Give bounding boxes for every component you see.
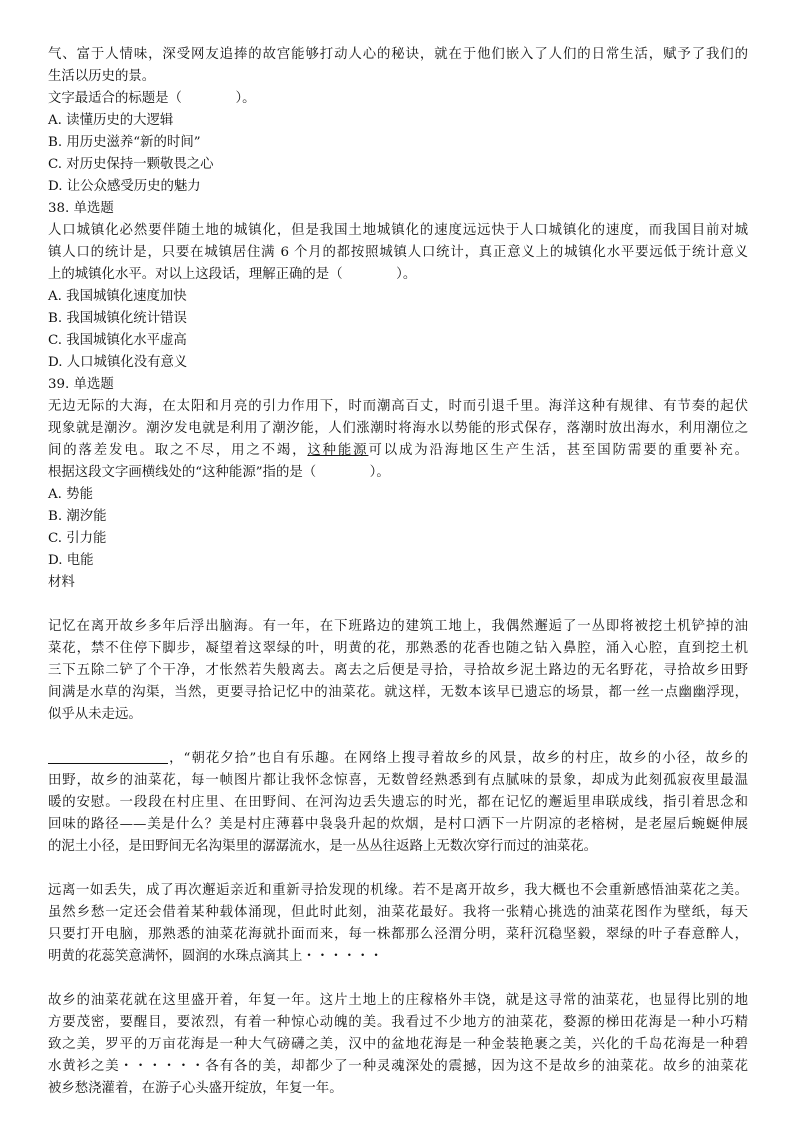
option-c: C. 对历史保持一颗敬畏之心	[48, 157, 214, 172]
material-paragraph-1	[48, 616, 748, 726]
text-line: 似乎从未走远。	[48, 707, 142, 722]
text-line: 回味的路径——美是什么？美是村庄薄暮中袅袅升起的炊烟，是村口洒下一片阴凉的老榕树，是老屋后蜿蜒伸展	[48, 817, 748, 832]
text-line: 镇人口的统计是，只要在城镇居住满 6 个月的都按照城镇人口统计，真正意义上的城镇化水平要远低于统计意义	[48, 245, 748, 260]
text-line: 三下五除二铲了个干净，才怅然若失般离去。离去之后便是寻拾，寻拾故乡泥土路边的无名野花，寻拾故乡田野	[48, 663, 748, 678]
text-line: 的泥土小径，是田野间无名沟渠里的潺潺流水，是一丛丛往返路上无数次穿行而过的油菜花。	[48, 839, 598, 854]
text-segment: 间的落差发电。取之不尽，用之不竭，	[48, 443, 308, 458]
option-b: B. 用历史滋养“新的时间”	[48, 135, 201, 150]
text-line: 现象就是潮汐。潮汐发电就是利用了潮汐能，人们涨潮时将海水以势能的形式保存，落潮时放出海水，利用潮位之	[48, 421, 748, 436]
text-line: 田野，故乡的油菜花，每一帧图片都让我怀念惊喜，无数曾经熟悉到有点腻味的景象，却成为此刻孤寂夜里最温	[48, 773, 748, 788]
question-39-prompt: 根据这段文字画横线处的“这种能源”指的是（ ）。	[48, 465, 390, 480]
text-line: 生活以历史的景。	[48, 69, 156, 84]
text-line: 被乡愁浇灌着，在游子心头盛开绽放，年复一年。	[48, 1081, 343, 1096]
text-line: 故乡的油菜花就在这里盛开着，年复一年。这片土地上的庄稼格外丰饶，就是这寻常的油菜花，也显得比别的地	[48, 993, 748, 1008]
option-a: A. 读懂历史的大逻辑	[48, 113, 174, 128]
text-line: 间满是水草的沟渠，当然，更要寻拾记忆中的油菜花。就这样，无数本该早已遗忘的场景，都一丝一点幽幽浮现，	[48, 685, 748, 700]
question-37-prompt: 文字最适合的标题是（ ）。	[48, 91, 256, 106]
question-39-stem	[48, 396, 748, 462]
material-paragraph-3	[48, 880, 748, 968]
option-c: C. 引力能	[48, 531, 107, 546]
text-line: 虽然乡愁一定还会借着某种载体涌现，但此时此刻，油菜花最好。我将一张精心挑选的油菜花图作为壁纸，每天	[48, 905, 748, 920]
text-line: 水黄衫之美・・・・・・各有各的美，却都少了一种灵魂深处的震撼，因为这不是故乡的油菜花。故乡的油菜花	[48, 1059, 748, 1074]
text-line: 记忆在离开故乡多年后浮出脑海。有一年，在下班路边的建筑工地上，我偶然邂逅了一丛即将被挖土机铲掉的油	[48, 619, 748, 634]
option-b: B. 我国城镇化统计错误	[48, 311, 187, 326]
fill-in-blank	[48, 749, 168, 764]
text-line: 气、富于人情味，深受网友追捧的故宫能够打动人心的秘诀，就在于他们嵌入了人们的日常生活，赋予了我们的	[48, 47, 748, 62]
text-segment: 可以成为沿海地区生产生活，甚至国防需要的重要补充。	[368, 443, 749, 458]
option-b: B. 潮汐能	[48, 509, 107, 524]
text-line: 远离一如丢失，成了再次邂逅亲近和重新寻拾发现的机缘。若不是离开故乡，我大概也不会重新感悟油菜花之美。	[48, 883, 748, 898]
text-line: 致之美，罗平的万亩花海是一种大气磅礴之美，汉中的盆地花海是一种金装艳裹之美，兴化的千岛花海是一种碧	[48, 1037, 748, 1052]
material-label: 材料	[48, 575, 75, 590]
text-line: 只要打开电脑，那熟悉的油菜花海就扑面而来，每一株都那么泾渭分明，菜秆沉稳坚毅，翠绿的叶子春意醉人，	[48, 927, 748, 942]
question-38-stem	[48, 220, 748, 286]
text-line	[48, 440, 748, 462]
text-line: 人口城镇化必然要伴随土地的城镇化，但是我国土地城镇化的速度远远快于人口城镇化的速度，而我国目前对城	[48, 223, 748, 238]
text-line: 暖的安慰。一段段在村庄里、在田野间、在河沟边丢失遗忘的时光，都在记忆的邂逅里串联成线，指引着思念和	[48, 795, 748, 810]
question-38-header: 38. 单选题	[48, 201, 114, 216]
underlined-phrase: 这种能源	[307, 443, 369, 458]
text-line: 无边无际的大海，在太阳和月亮的引力作用下，时而潮高百丈，时而引退千里。海洋这种有规律、有节奏的起伏	[48, 399, 748, 414]
text-line: 明黄的花蕊笑意满怀，圆润的水珠点滴其上・・・・・・	[48, 949, 383, 964]
option-d: D. 电能	[48, 553, 94, 568]
option-a: A. 势能	[48, 487, 93, 502]
material-paragraph-4	[48, 990, 748, 1100]
text-segment: ，“朝花夕拾”也自有乐趣。在网络上搜寻着故乡的风景，故乡的村庄，故乡的小径，故乡的	[168, 751, 748, 766]
option-c: C. 我国城镇化水平虚高	[48, 333, 187, 348]
text-line: 上的城镇化水平。对以上这段话，理解正确的是（ ）。	[48, 267, 417, 282]
question-37-tail	[48, 44, 748, 88]
option-d: D. 让公众感受历史的魅力	[48, 179, 201, 194]
text-line: 方要茂密，要醒目，要浓烈，有着一种惊心动魄的美。我看过不少地方的油菜花，婺源的梯田花海是一种小巧精	[48, 1015, 748, 1030]
option-a: A. 我国城镇化速度加快	[48, 289, 187, 304]
text-line: 菜花，禁不住停下脚步，凝望着这翠绿的叶，明黄的花，那熟悉的花香也随之钻入鼻腔，涌入心腔，直到挖土机	[48, 641, 748, 656]
material-paragraph-2	[48, 748, 748, 858]
document-page	[48, 44, 748, 1100]
text-line	[48, 748, 748, 770]
question-39-header: 39. 单选题	[48, 377, 114, 392]
option-d: D. 人口城镇化没有意义	[48, 355, 188, 370]
